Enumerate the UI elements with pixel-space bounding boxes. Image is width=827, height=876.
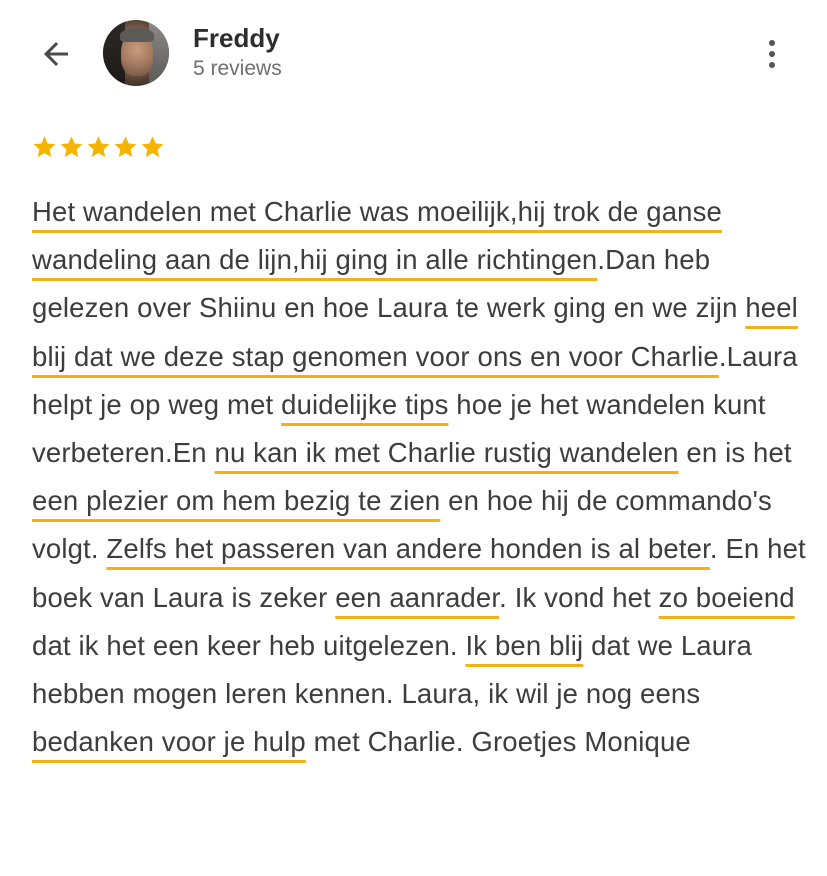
star-icon — [85, 134, 112, 160]
highlighted-phrase: zo boeiend — [658, 581, 795, 613]
review-text-segment: .Dan heb gelezen over Shiinu en hoe Laura te werk ging en we zijn — [32, 244, 746, 324]
highlighted-phrase: duidelijke tips — [281, 388, 449, 420]
review-text — [32, 188, 812, 766]
review-text-segment: . En het boek van Laura is zeker — [32, 533, 806, 613]
highlighted-phrase: Het wandelen met Charlie was moeilijk,hij trok de ganse wandeling aan de lijn,hij ging in alle richtingen — [32, 196, 722, 276]
reviewer-name[interactable]: Freddy — [193, 23, 280, 53]
star-icon — [58, 134, 85, 160]
review-text-segment: . Ik vond het — [499, 581, 659, 613]
review-text-segment: hoe je het wandelen kunt verbeteren.En — [32, 388, 766, 469]
arrow-left-icon — [38, 36, 74, 72]
back-button[interactable] — [34, 34, 78, 74]
more-vertical-icon — [769, 62, 775, 68]
star-icon — [112, 134, 139, 160]
more-vertical-icon — [769, 51, 775, 57]
star-rating — [31, 134, 166, 160]
review-text-segment: en is het — [678, 437, 792, 469]
highlighted-phrase: Zelfs het passeren van andere honden is al beter — [106, 533, 710, 565]
highlighted-phrase: Ik ben blij — [465, 629, 584, 661]
review-text-segment: .Laura helpt je op weg met — [32, 340, 798, 420]
review-text-segment: en hoe hij de commando's volgt. — [32, 485, 772, 565]
review-text-segment: dat we Laura hebben mogen leren kennen. Laura, ik wil je nog eens — [32, 629, 752, 710]
highlighted-phrase: nu kan ik met Charlie rustig wandelen — [214, 437, 679, 469]
avatar-hair — [120, 28, 154, 42]
review-text-segment: dat ik het een keer heb uitgelezen. — [32, 629, 466, 661]
review-count: 5 reviews — [193, 57, 282, 80]
more-options-button[interactable] — [756, 32, 788, 76]
highlighted-phrase: heel blij dat we deze stap genomen voor ons en voor Charlie — [32, 292, 798, 372]
highlighted-phrase: bedanken voor je hulp — [32, 726, 306, 758]
more-vertical-icon — [769, 40, 775, 46]
reviewer-avatar[interactable] — [103, 20, 169, 86]
highlighted-phrase: een aanrader — [335, 581, 500, 613]
highlighted-phrase: een plezier om hem bezig te zien — [32, 485, 441, 517]
star-icon — [31, 134, 58, 160]
review-header — [0, 0, 827, 110]
review-text-segment: met Charlie. Groetjes Monique — [305, 726, 691, 758]
star-icon — [139, 134, 166, 160]
